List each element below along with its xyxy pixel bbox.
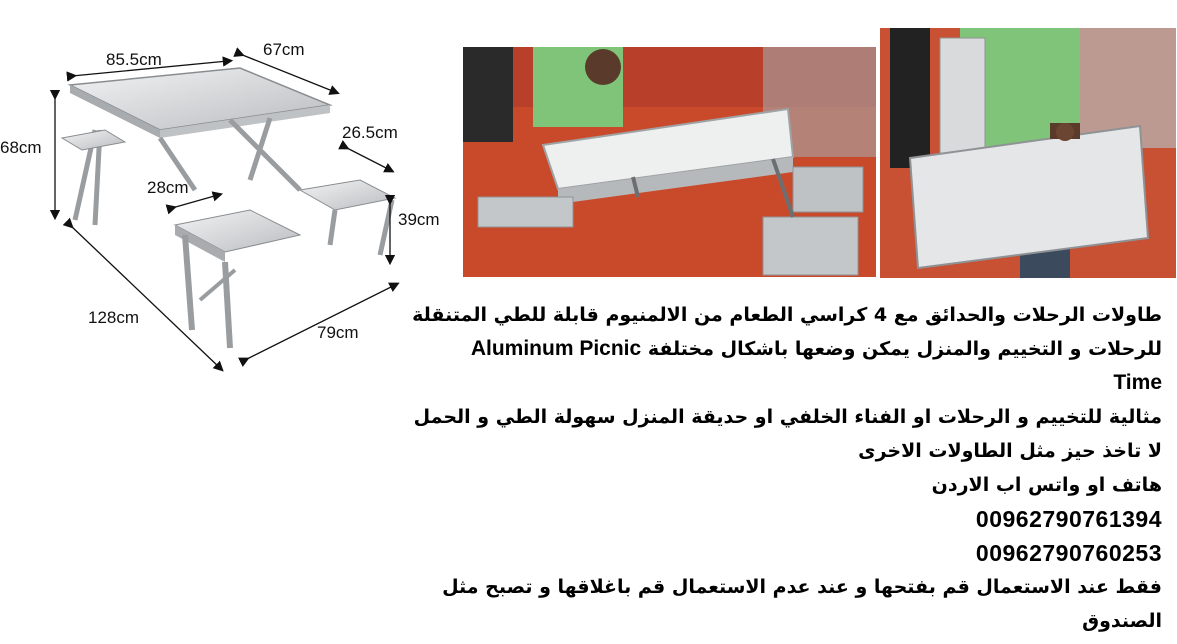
dimension-total-length: 128cm: [88, 308, 140, 327]
dimension-seat-length: 26.5cm: [342, 123, 398, 142]
description-line-2-arabic: للرحلات و التخييم والمنزل يمكن وضعها باشكال مختلفة: [647, 338, 1162, 360]
phone-number-2: 00962790760253: [975, 540, 1162, 566]
description-line-2-latin: Aluminum Picnic: [470, 337, 642, 360]
seat-back-left: [62, 130, 125, 150]
product-description: [402, 298, 1162, 638]
photo-unfolding-table: [463, 47, 876, 277]
table-dimension-diagram: [0, 30, 460, 380]
seat-front: [175, 210, 300, 252]
description-line-5: لا تاخذ حيز مثل الطاولات الاخرى: [858, 440, 1162, 462]
dimension-table-height: 68cm: [0, 138, 42, 157]
table-drawing: [0, 30, 460, 380]
dimension-top-depth: 67cm: [263, 40, 305, 59]
description-line-3: Time: [1113, 371, 1162, 394]
dimension-total-depth: 79cm: [317, 323, 359, 342]
description-line-1: طاولات الرحلات والحدائق مع 4 كراسي الطعام من الالمنيوم قابلة للطي المتنقلة: [412, 304, 1162, 326]
photo-carrying-folded-table: [880, 28, 1176, 278]
table-top: [70, 68, 330, 130]
dimension-seat-depth: 28cm: [147, 178, 189, 197]
contact-label: هاتف او واتس اب الاردن: [931, 474, 1162, 496]
seat-back-right: [300, 180, 395, 210]
phone-number-1: 00962790761394: [975, 506, 1162, 532]
dimension-seat-height: 39cm: [398, 210, 440, 229]
description-line-7: فقط عند الاستعمال قم بفتحها و عند عدم الاستعمال قم باغلاقها و تصبح مثل: [442, 576, 1162, 598]
description-line-8: الصندوق: [1082, 610, 1162, 632]
description-line-2: [402, 332, 1162, 366]
dimension-top-width: 85.5cm: [106, 50, 162, 69]
description-line-4: مثالية للتخييم و الرحلات او الفناء الخلفي او حديقة المنزل سهولة الطي و الحمل: [413, 406, 1162, 428]
